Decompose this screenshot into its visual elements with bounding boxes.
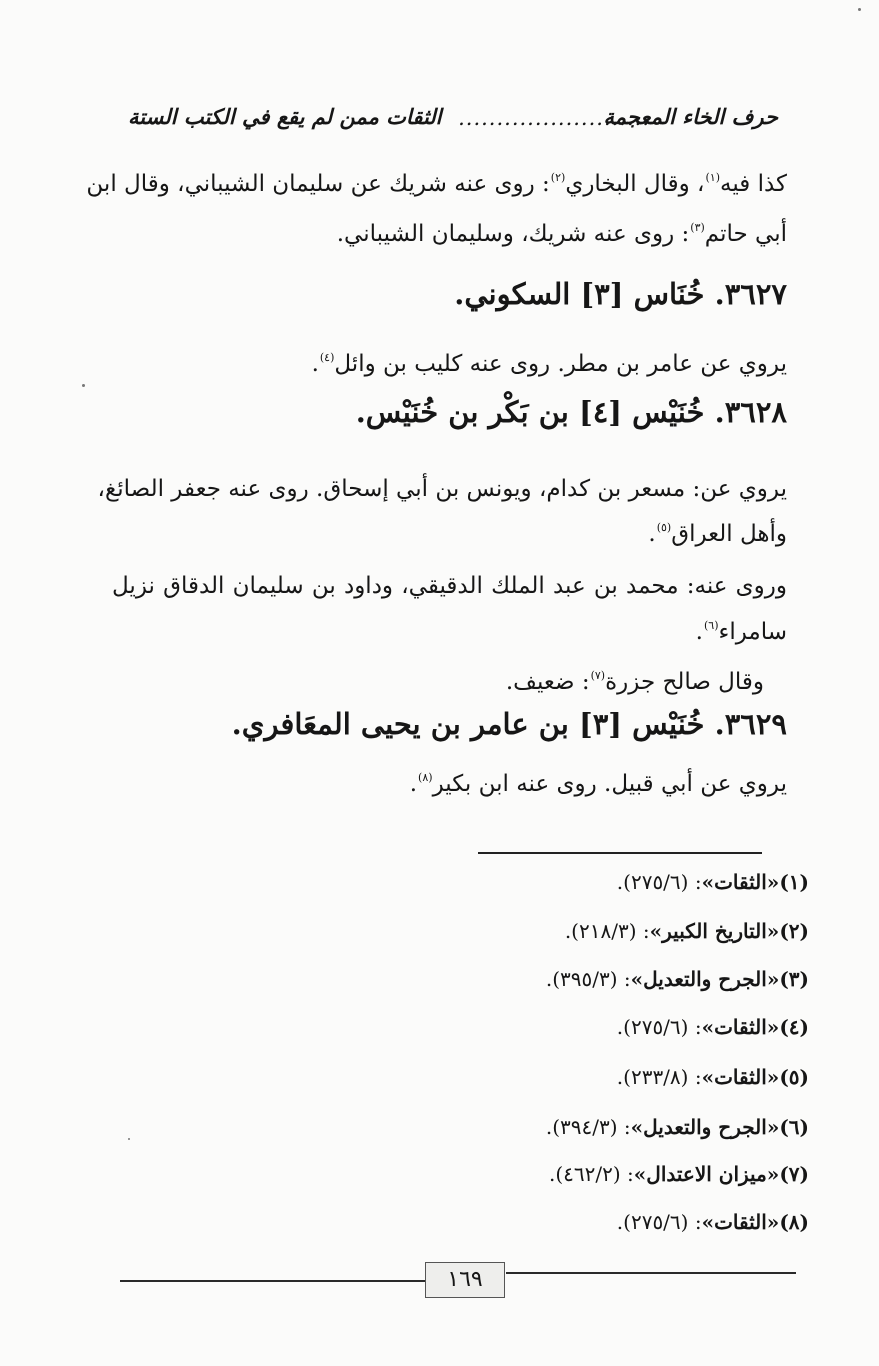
running-header	[128, 104, 778, 144]
text-line: وأهل العراق$^{(٥)}$.	[648, 521, 787, 547]
entry-heading-3629: ٣٦٢٩. خُنَيْس [٣] بن عامر بن يحيى المعَافري.	[231, 707, 787, 741]
scan-speck	[82, 384, 85, 387]
text-line: سامراء$^{(٦)}$.	[695, 619, 787, 645]
footnote: (٥)«الثقات»: (٢٣٣/٨).	[616, 1065, 809, 1089]
entry-heading-3628: ٣٦٢٨. خُنَيْس [٤] بن بَكْر بن خُنَيْس.	[355, 395, 787, 429]
scan-speck	[128, 1138, 130, 1140]
header-chapter-title: حرف الخاء المعجمة	[603, 104, 778, 129]
text-line: يروي عن أبي قبيل. روى عنه ابن بكير$^{(٨)}$.	[409, 771, 787, 797]
footer-rule-left	[120, 1280, 425, 1282]
footnote-ref: (١)	[705, 171, 720, 184]
footnote-separator	[478, 852, 762, 854]
footnote: (٧)«ميزان الاعتدال»: (٤٦٢/٢).	[549, 1162, 809, 1186]
footnote: (٢)«التاريخ الكبير»: (٢١٨/٣).	[564, 919, 809, 943]
footnote-ref: (٢)	[550, 171, 566, 184]
footer-rule-right	[506, 1272, 796, 1274]
text-line: أبي حاتم$^{(٣)}$: روى عنه شريك، وسليمان الشيباني.	[336, 221, 787, 247]
footnote: (٤)«الثقات»: (٢٧٥/٦).	[616, 1015, 809, 1039]
text-line: يروي عن: مسعر بن كدام، ويونس بن أبي إسحاق. روى عنه جعفر الصائغ،	[97, 476, 787, 502]
text-line: كذا فيه$^{(١)}$، وقال البخاري$^{(٢)}$: روى عنه شريك عن سليمان الشيباني، وقال ابن	[86, 171, 787, 197]
scan-speck	[858, 8, 861, 11]
footnote-ref: (٧)	[590, 669, 606, 682]
page-number-box	[425, 1262, 505, 1298]
header-book-title: الثقات ممن لم يقع في الكتب الستة	[128, 104, 442, 129]
footnote-ref: (٨)	[418, 771, 433, 784]
footnote-ref: (٥)	[656, 521, 672, 534]
header-leader-dots: .........................	[458, 106, 650, 130]
text-line: يروي عن عامر بن مطر. روى عنه كليب بن وائل$^{(٤)}$.	[311, 351, 787, 377]
footnote-ref: (٤)	[319, 351, 335, 364]
footnote-ref: (٦)	[703, 619, 719, 632]
text-line: وروى عنه: محمد بن عبد الملك الدقيقي، وداود بن سليمان الدقاق نزيل	[112, 573, 787, 599]
footnote: (٨)«الثقات»: (٢٧٥/٦).	[616, 1210, 809, 1234]
page-number: ١٦٩	[447, 1267, 483, 1292]
footnote: (١)«الثقات»: (٢٧٥/٦).	[616, 870, 809, 894]
footnote: (٣)«الجرح والتعديل»: (٣٩٥/٣).	[545, 967, 809, 991]
footnote-ref: (٣)	[690, 221, 705, 234]
text-line: وقال صالح جزرة$^{(٧)}$: ضعيف.	[505, 669, 764, 695]
entry-heading-3627: ٣٦٢٧. خُنَاس [٣] السكوني.	[454, 277, 787, 311]
footnote: (٦)«الجرح والتعديل»: (٣٩٤/٣).	[545, 1115, 809, 1139]
